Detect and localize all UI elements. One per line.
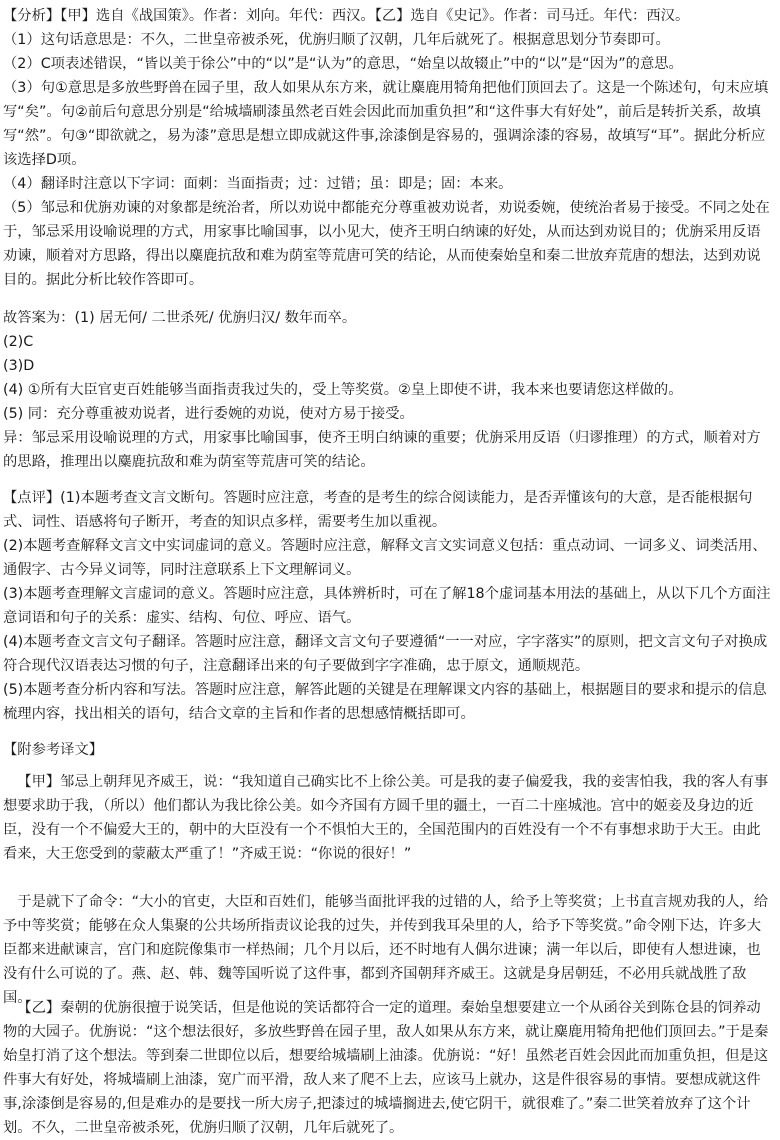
analysis-section: [3, 4, 774, 292]
analysis-item: （1）这句话意思是：不久，二世皇帝被杀死，优旃归顺了汉朝，几年后就死了。根据意思划分节奏即可。: [3, 32, 670, 48]
answer-line: (3)D: [3, 358, 35, 374]
analysis-intro: 【分析】【甲】选自《战国策》。作者：刘向。年代：西汉。【乙】选自《史记》。作者：司马迁。年代：西汉。: [3, 8, 690, 24]
reference-title-section: [3, 738, 774, 762]
reference-text: 于是就下了命令：“大小的官吏，大臣和百姓们，能够当面批评我的过错的人，给予上等奖赏；上书直言规劝我的人，给予中等奖赏；能够在众人集聚的公共场所指责议论我的过失，并传到我耳朵里的人，给予下等奖赏。”命令刚下达，许多大臣都来进献谏言，宫门和庭院像集市一样热闹；几个月以后，还不时地有人偶尔进谏；满一年以后，即使有人想进谏，也没有什么可说的了。燕、赵、韩、魏等国听说了这件事，都到齐国朝拜齐威王。这就是身居朝廷，不必用兵就战胜了敌国。: [3, 894, 769, 1006]
analysis-item: （2）C项表述错误，“皆以美于徐公”中的“以”是“认为”的意思，“始皇以故辍止”中的“以”是“因为”的意思。: [3, 56, 683, 72]
reference-paragraph-1: [3, 770, 774, 866]
comment-item: (3)本题考查理解文言虚词的意义。答题时应注意，具体辨析时，可在了解18个虚词基本用法的基础上，从以下几个方面注意词语和句子的关系：虚实、结构、句位、呼应、语气。: [3, 586, 771, 626]
comment-item: (4)本题考查文言文句子翻译。答题时应注意，翻译文言文句子要遵循“一一对应，字字落实”的原则，把文言文句子对换成符合现代汉语表达习惯的句子，注意翻译出来的句子要做到字字准确，忠于原文，通顺规范。: [3, 634, 768, 674]
reference-paragraph-2: [3, 890, 774, 1010]
reference-title: 【附参考译文】: [3, 742, 104, 758]
analysis-item: （4）翻译时注意以下字词：面刺：当面指责；过：过错；虽：即是；固：本来。: [3, 176, 513, 192]
reference-text: 【甲】邹忌上朝拜见齐威王，说：“我知道自己确实比不上徐公美。可是我的妻子偏爱我，我的妾害怕我，我的客人有事想要求助于我，（所以）他们都认为我比徐公美。如今齐国有方圆千里的疆土，一百二十座城池。宫中的姬妾及身边的近臣，没有一个不偏爱大王的，朝中的大臣没有一个不惧怕大王的，全国范围内的百姓没有一个不有事想求助于大王。由此看来，大王您受到的蒙蔽太严重了！”齐威王说：“你说的很好！”: [3, 774, 769, 862]
answer-line: (4) ①所有大臣官吏百姓能够当面指责我过失的，受上等奖赏。②皇上即使不讲，我本来也要请您这样做的。: [3, 382, 683, 398]
comment-section: [3, 486, 774, 726]
reference-text: 【乙】秦朝的优旃很擅于说笑话，但是他说的笑话都符合一定的道理。秦始皇想要建立一个从函谷关到陈仓县的饲养动物的大园子。优旃说：“这个想法很好，多放些野兽在园子里，敌人如果从东方来，就让麋鹿用犄角把他们顶回去。”于是秦始皇打消了这个想法。等到秦二世即位以后，想要给城墙刷上油漆。优旃说：“好！虽然老百姓会因此而加重负担，但是这件事大有好处，将城墙刷上油漆，宽广而平滑，敌人来了爬不上去，应该马上就办，这是件很容易的事情。要想成就这件事,涂漆倒是容易的,但是难办的是要找一所大房子,把漆过的城墙搁进去,使它阴干，就很难了。”秦二世笑着放弃了这个计划。不久，二世皇帝被杀死，优旃归顺了汉朝，几年后就死了。: [3, 1000, 769, 1136]
comment-item: (5)本题考查分析内容和写法。答题时应注意，解答此题的关键是在理解课文内容的基础上，根据题目的要求和提示的信息梳理内容，找出相关的语句，结合文章的主旨和作者的思想感情概括即可。: [3, 682, 767, 722]
comment-item: (2)本题考查解释文言文中实词虚词的意义。答题时应注意，解释文言文实词意义包括：重点动词、一词多义、词类活用、通假字、古今异义词等，同时注意联系上下文理解词义。: [3, 538, 767, 578]
answer-line: 异：邹忌采用设喻说理的方式，用家事比喻国事，使齐王明白纳谏的重要；优旃采用反语（归谬推理）的方式，顺着对方的思路，推理出以麋鹿抗敌和难为荫室等荒唐可笑的结论。: [3, 430, 761, 470]
analysis-item: （3）句①意思是多放些野兽在园子里，敌人如果从东方来，就让麋鹿用犄角把他们顶回去了。这是一个陈述句，句末应填写“矣”。句②前后句意思分别是“给城墙刷漆虽然老百姓会因此而加重负担”和“这件事大有好处”，前后是转折关系，故填写“然”。句③“即欲就之，易为漆”意思是想立即成就这件事,涂漆倒是容易的，强调涂漆的容易，故填写“耳”。据此分析应该选择D项。: [3, 80, 769, 168]
answer-line: (2)C: [3, 334, 34, 350]
analysis-item: （5）邹忌和优旃劝谏的对象都是统治者，所以劝说中都能充分尊重被劝说者，劝说委婉，使统治者易于接受。不同之处在于，邹忌采用设喻说理的方式，用家事比喻国事，以小见大，使齐王明白纳谏的好处，从而达到劝说目的；优旃采用反语劝谏，顺着对方思路，得出以麋鹿抗敌和难为荫室等荒唐可笑的结论，从而使秦始皇和秦二世放弃荒唐的想法，达到劝说目的。据此分析比较作答即可。: [3, 200, 770, 288]
answer-section: [3, 306, 774, 474]
comment-item: 【点评】(1)本题考查文言文断句。答题时应注意，考查的是考生的综合阅读能力，是否弄懂该句的大意，是否能根据句式、词性、语感将句子断开，考查的知识点多样，需要考生加以重视。: [3, 490, 753, 530]
reference-paragraph-3: [3, 996, 774, 1140]
answer-line: (5) 同：充分尊重被劝说者，进行委婉的劝说，使对方易于接受。: [3, 406, 414, 422]
answer-line: 故答案为：(1) 居无何/ 二世杀死/ 优旃归汉/ 数年而卒。: [3, 310, 357, 326]
